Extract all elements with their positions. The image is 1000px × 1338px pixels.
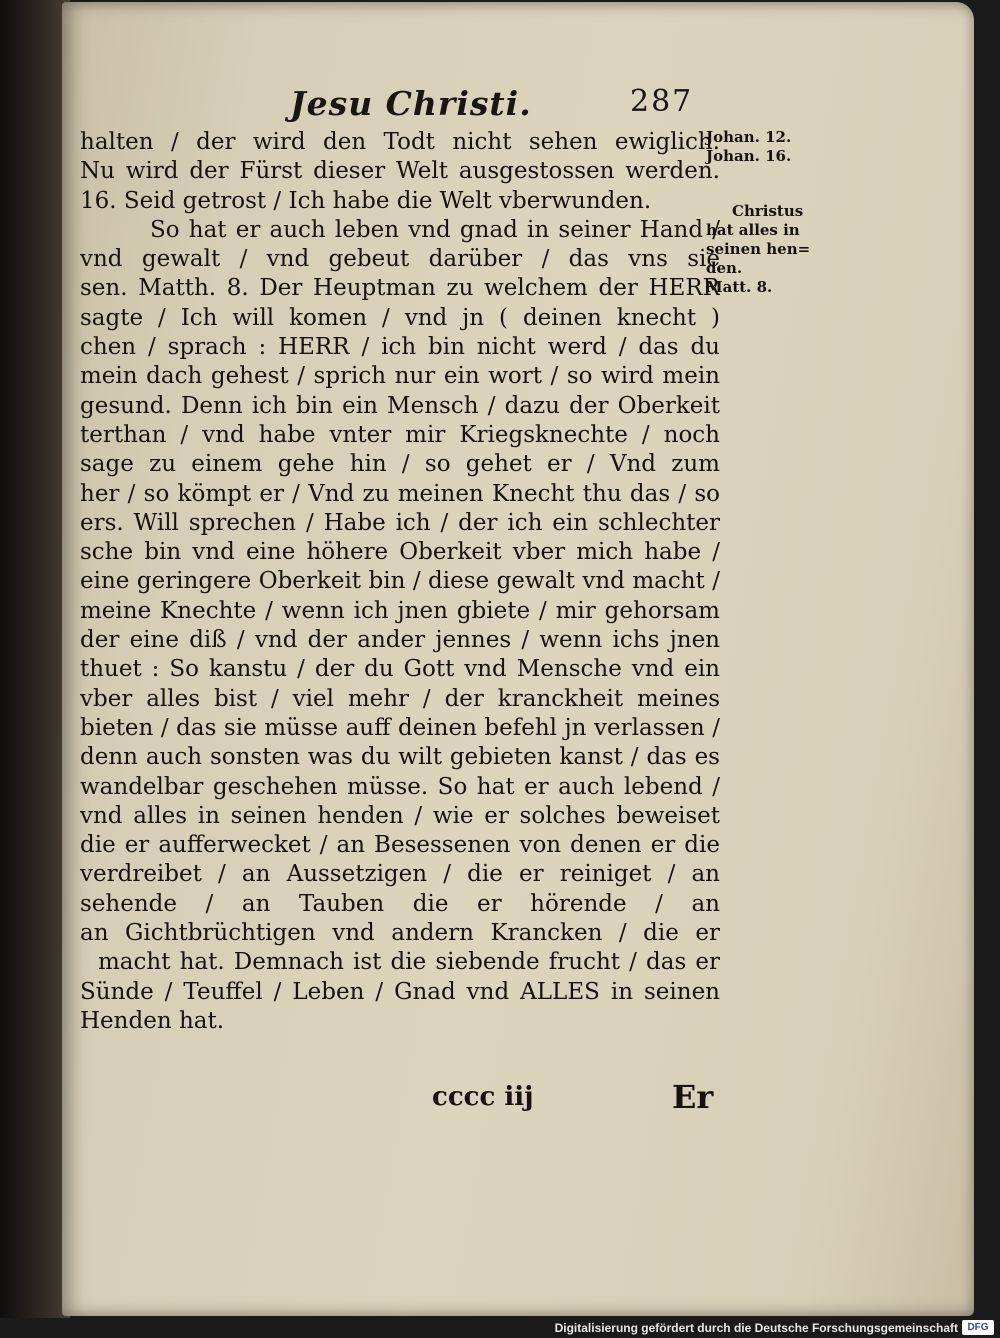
text-line: chen / sprach : HERR / ich bin nicht werd / das du [80,334,720,361]
text-line: 16. Seid getrost / Ich habe die Welt vberwunden. [80,187,652,214]
text-line: Sünde / Teuffel / Leben / Gnad vnd ALLES in seinen [80,978,720,1005]
text-line: sagte / Ich will komen / vnd jn ( deinen knecht ) [80,304,720,331]
text-line: an Gichtbrüchtigen vnd andern Krancken / die er [80,920,720,947]
text-line: macht hat. Demnach ist die siebende frucht / das er [98,949,720,976]
margin-ref: Johan. 12. [706,128,792,146]
dfg-logo: DFG [962,1320,994,1335]
main-text-block [80,128,720,1036]
text-line: eine geringere Oberkeit bin / diese gewalt vnd macht / [80,568,720,595]
text-line: vnd alles in seinen henden / wie er solches beweiset [80,802,720,829]
page-number: 287 [630,84,694,119]
catchword: Er [672,1078,714,1116]
text-line: So hat er auch leben vnd gnad in seiner Hand / [150,216,720,243]
text-line: thuet : So kanstu / der du Gott vnd Mensche vnd ein [80,656,720,683]
margin-ref: Johan. 16. [706,147,792,165]
text-line: sche bin vnd eine höhere Oberkeit vber mich habe / [80,539,720,566]
text-line: Nu wird der Fürst dieser Welt ausgestossen werden. [80,158,720,185]
text-line: meine Knechte / wenn ich jnen gbiete / mir gehorsam [80,597,720,624]
margin-notes [706,128,816,297]
text-line: bieten / das sie müsse auff deinen befehl jn verlassen / [80,714,720,741]
text-line: die er aufferwecket / an Besessenen von denen er die [80,832,720,859]
text-line: gesund. Denn ich bin ein Mensch / dazu der Oberkeit [80,392,720,419]
text-line: verdreibet / an Aussetzigen / die er reiniget / an [80,861,720,888]
text-line: halten / der wird den Todt nicht sehen ewiglich. [80,129,720,155]
text-line: Henden hat. [80,1007,225,1034]
text-line: sage zu einem gehe hin / so gehet er / Vnd zum [80,451,720,478]
text-line: vber alles bist / viel mehr / der kranckheit meines [80,685,720,712]
text-line: terthan / vnd habe vnter mir Kriegsknechte / noch [80,421,720,448]
text-line: denn auch sonsten was du wilt gebieten kanst / das es [80,744,720,771]
text-line: sehende / an Tauben die er hörende / an [80,890,720,917]
text-line: mein dach gehest / sprich nur ein wort / so wird mein [80,363,720,390]
text-line: vnd gewalt / vnd gebeut darüber / das vns sie [80,246,720,273]
text-line: der eine diß / vnd der ander jennes / wenn ichs jnen [80,627,720,654]
text-line: ers. Will sprechen / Habe ich / der ich ein schlechter [80,509,720,536]
book-spine-edge [0,0,70,1318]
text-line: her / so kömpt er / Vnd zu meinen Knecht thu das / so [80,480,720,507]
text-line: wandelbar geschehen müsse. So hat er auch lebend / [80,773,720,800]
margin-summary-line: Matt. 8. [706,278,773,296]
funding-credit: Digitalisierung gefördert durch die Deutsche Forschungsgemeinschaft [554,1321,958,1335]
digitization-footer [0,1318,1000,1338]
running-title: Jesu Christi. [290,84,532,123]
text-line: sen. Matth. 8. Der Heuptman zu welchem der HERR [80,275,720,302]
margin-summary-line: seinen hen= [706,240,811,258]
signature-mark: cccc iij [432,1082,534,1112]
page-header [290,84,710,124]
margin-summary-line: hat alles in [706,221,800,239]
margin-summary-line: den. [706,259,743,277]
margin-summary-line: Christus [732,202,804,220]
